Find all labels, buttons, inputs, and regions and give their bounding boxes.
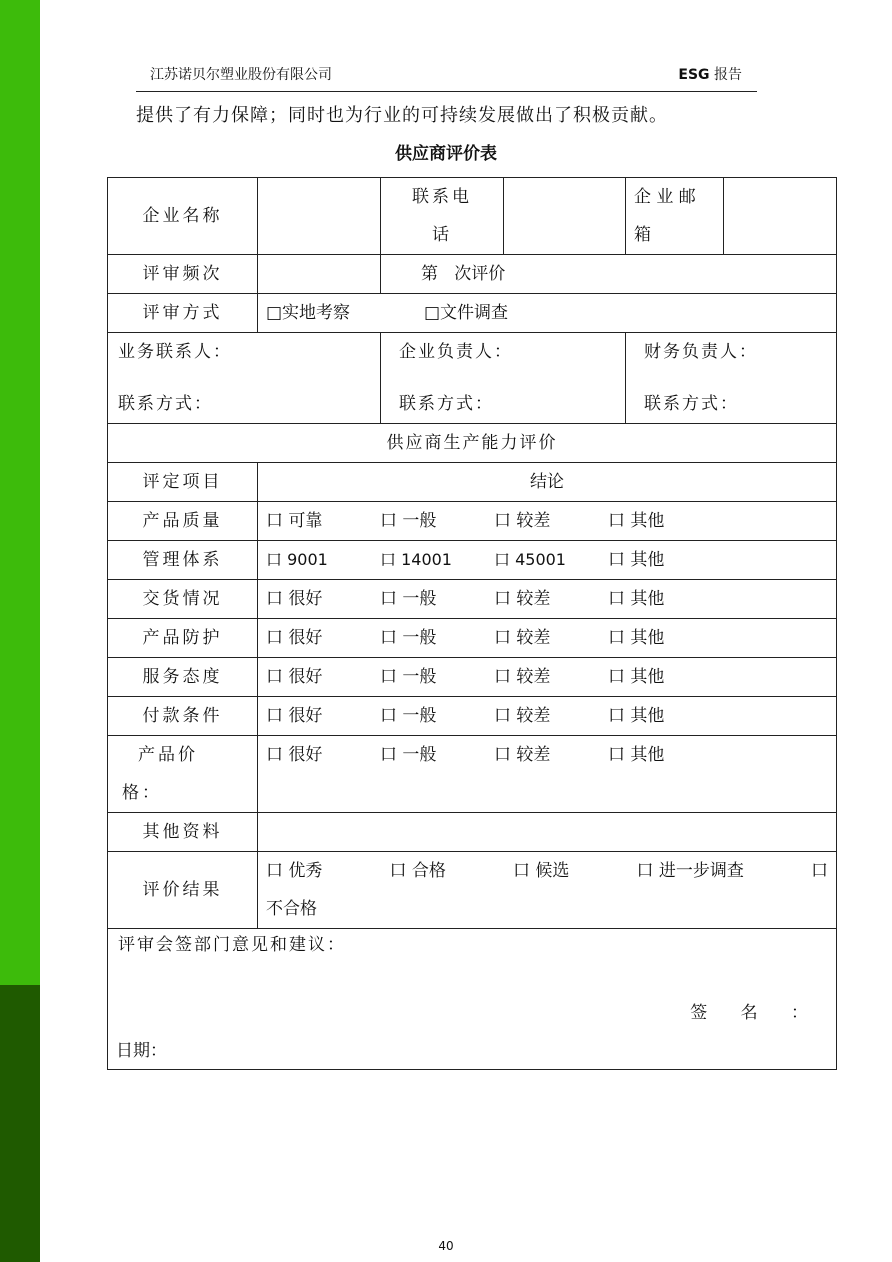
option-checkbox[interactable]: 口 14001 (380, 550, 452, 569)
table-row (108, 502, 837, 541)
intro-text: 提供了有力保障；同时也为行业的可持续发展做出了积极贡献。 (136, 105, 668, 126)
eval-row-label: 产品质量 (108, 502, 258, 541)
option-checkbox[interactable]: 口 其他 (608, 745, 665, 765)
option-checkbox[interactable]: 口 其他 (608, 589, 665, 609)
option-checkbox[interactable]: 口 较差 (494, 745, 551, 765)
option-checkbox[interactable]: 口 一般 (380, 745, 437, 765)
review-method-options (258, 294, 837, 333)
finance-contact-cell: 财务负责人： 联系方式： (626, 333, 837, 424)
table-row (108, 424, 837, 463)
other-info-label: 其他资料 (108, 813, 258, 852)
table-row (108, 294, 837, 333)
email-label: 企 业 邮 箱 (626, 178, 724, 255)
table-row (108, 463, 837, 502)
conclusion-header: 结论 (258, 463, 837, 502)
result-label: 评价结果 (108, 852, 258, 929)
eval-row-label: 交货情况 (108, 580, 258, 619)
eval-row-options (258, 580, 837, 619)
option-checkbox[interactable]: 口 进一步调查 (636, 861, 744, 881)
table-row (108, 333, 837, 424)
principal-contact-cell: 企业负责人： 联系方式： (381, 333, 626, 424)
option-checkbox[interactable]: 口 一般 (380, 511, 437, 531)
header-company: 江苏诺贝尔塑业股份有限公司 (150, 67, 332, 83)
eval-row-label: 产品防护 (108, 619, 258, 658)
eval-item-header: 评定项目 (108, 463, 258, 502)
date-label: 日期： (116, 1041, 167, 1061)
business-contact-cell: 业务联系人： 联系方式： (108, 333, 381, 424)
eval-row-label: 管理体系 (108, 541, 258, 580)
review-frequency-value[interactable]: 第 次评价 (381, 255, 837, 294)
option-checkbox[interactable]: 口 其他 (608, 706, 665, 726)
review-frequency-label: 评审频次 (108, 255, 258, 294)
option-checkbox[interactable]: 口 很好 (266, 589, 323, 609)
option-checkbox[interactable]: 口 其他 (608, 550, 665, 570)
option-checkbox[interactable]: 口 较差 (494, 706, 551, 726)
review-frequency-empty (258, 255, 381, 294)
company-name-label: 企业名称 (108, 178, 258, 255)
option-checkbox[interactable]: 口 很好 (266, 745, 323, 765)
option-checkbox[interactable]: 口 较差 (494, 511, 551, 531)
table-row (108, 580, 837, 619)
review-method-label: 评审方式 (108, 294, 258, 333)
table-row (108, 929, 837, 1070)
option-checkbox[interactable]: 口 候选 (513, 861, 570, 881)
page-number: 40 (438, 1239, 454, 1253)
table-row (108, 178, 837, 255)
option-checkbox[interactable]: 口 一般 (380, 628, 437, 648)
header-report: ESG 报告 (678, 67, 742, 83)
email-value[interactable] (724, 178, 837, 255)
opinion-cell[interactable] (108, 929, 837, 1070)
eval-row-label: 服务态度 (108, 658, 258, 697)
option-checkbox[interactable]: 口 其他 (608, 628, 665, 648)
onsite-inspection-checkbox[interactable]: □实地考察 (266, 303, 351, 323)
option-checkbox[interactable]: 口 一般 (380, 589, 437, 609)
option-checkbox[interactable]: 口 很好 (266, 628, 323, 648)
option-checkbox[interactable]: 口 (811, 861, 828, 881)
eval-row-options (258, 541, 837, 580)
price-row-label: 产品价 格： (108, 736, 258, 813)
left-accent-bar-dark (0, 985, 40, 1262)
company-name-value[interactable] (258, 178, 381, 255)
eval-row-options (258, 502, 837, 541)
table-row (108, 697, 837, 736)
option-checkbox[interactable]: 口 一般 (380, 667, 437, 687)
option-checkbox[interactable]: 口 合格 (389, 861, 446, 881)
result-options: 口 优秀 口 合格 口 候选 口 进一步调查 口 不合格 (258, 852, 837, 929)
table-row (108, 813, 837, 852)
document-review-checkbox[interactable]: □文件调查 (424, 303, 509, 323)
option-checkbox[interactable]: 口 很好 (266, 667, 323, 687)
eval-row-options (258, 736, 837, 813)
option-checkbox[interactable]: 口 优秀 (266, 861, 323, 881)
signature-label: 签 名 ： (690, 1003, 822, 1023)
option-checkbox[interactable]: 口 较差 (494, 667, 551, 687)
phone-value[interactable] (504, 178, 626, 255)
section-title: 供应商生产能力评价 (108, 424, 837, 463)
table-title: 供应商评价表 (395, 144, 497, 164)
eval-row-options (258, 697, 837, 736)
eval-row-options (258, 619, 837, 658)
table-row (108, 736, 837, 813)
header-divider (136, 91, 757, 92)
option-checkbox[interactable]: 口 很好 (266, 706, 323, 726)
option-checkbox[interactable]: 口 其他 (608, 667, 665, 687)
table-row (108, 255, 837, 294)
option-checkbox[interactable]: 口 一般 (380, 706, 437, 726)
table-row (108, 852, 837, 929)
eval-row-label: 付款条件 (108, 697, 258, 736)
table-row (108, 658, 837, 697)
supplier-evaluation-table (107, 177, 837, 1070)
table-row (108, 541, 837, 580)
table-row (108, 619, 837, 658)
eval-row-options (258, 658, 837, 697)
option-checkbox[interactable]: 口 可靠 (266, 511, 323, 531)
option-checkbox[interactable]: 口 45001 (494, 550, 566, 569)
option-checkbox[interactable]: 口 其他 (608, 511, 665, 531)
opinion-label: 评审会签部门意见和建议： (118, 935, 346, 955)
option-checkbox[interactable]: 口 9001 (266, 550, 328, 569)
other-info-value[interactable] (258, 813, 837, 852)
option-checkbox[interactable]: 口 较差 (494, 589, 551, 609)
option-checkbox[interactable]: 口 较差 (494, 628, 551, 648)
phone-label: 联系电 话 (381, 178, 504, 255)
